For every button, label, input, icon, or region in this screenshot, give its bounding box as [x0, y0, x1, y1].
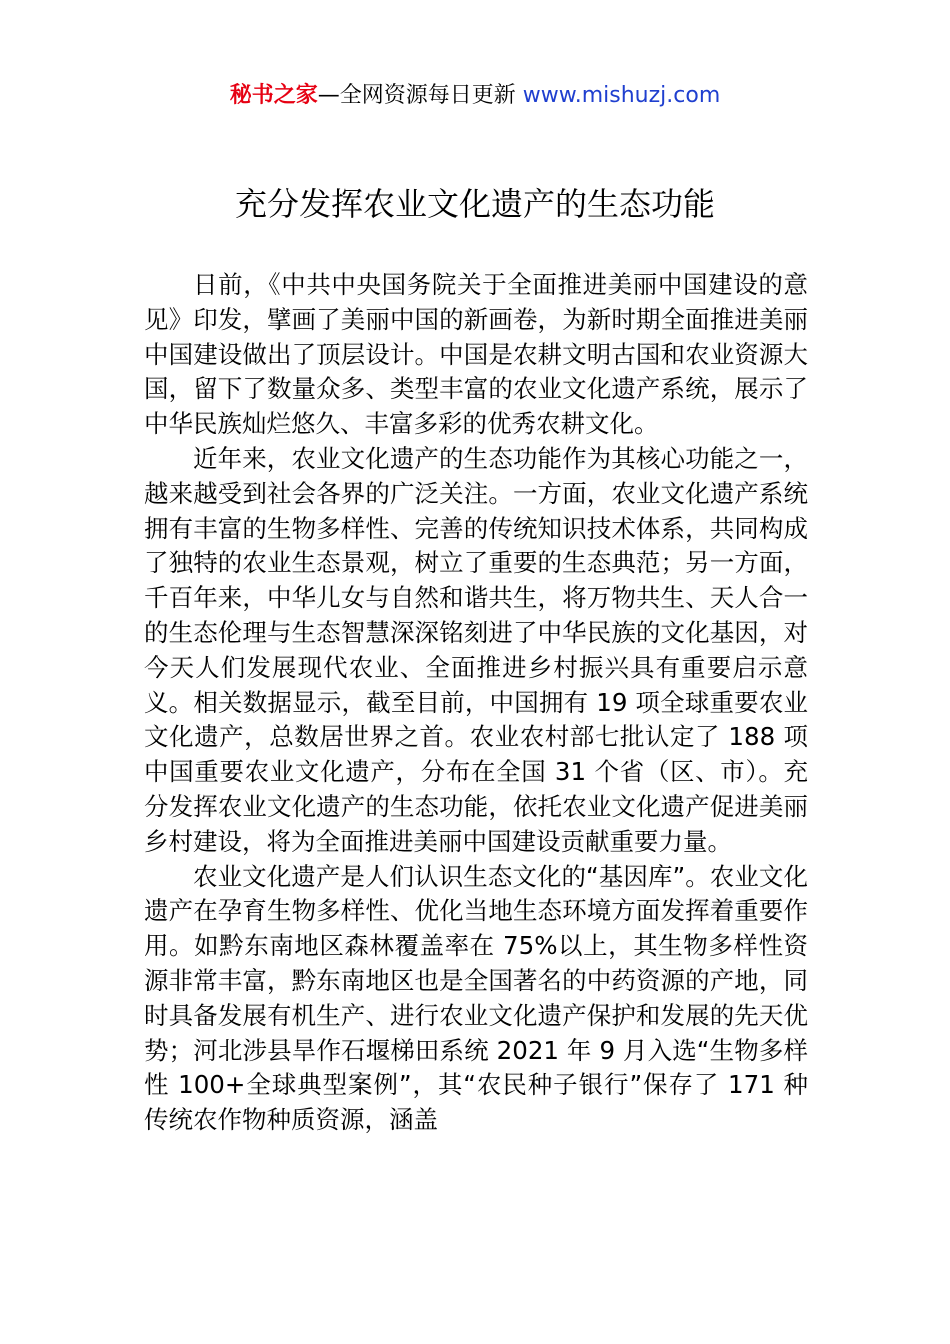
- site-header: [0, 80, 950, 112]
- site-url-link[interactable]: www.mishuzj.com: [522, 83, 721, 108]
- paragraph-3: 农业文化遗产是人们认识生态文化的“基因库”。农业文化遗产在孕育生物多样性、优化当地生态环境方面发挥着重要作用。如黔东南地区森林覆盖率在 75%以上，其生物多样性资源非常丰富，黔东南地区也是全国著名的中药资源的产地，同时具备发展有机生产、进行农业文化遗产保护和发展的先天优势；河北涉县旱作石堰梯田系统 2021 年 9 月入选“生物多样性 100+全球典型案例”，其“农民种子银行”保存了 171 种传统农作物种质资源，涵盖: [144, 861, 808, 1135]
- article-body: [144, 268, 808, 1138]
- brand-name: 秘书之家: [229, 83, 318, 108]
- article-title: 充分发挥农业文化遗产的生态功能: [234, 185, 715, 223]
- site-tagline: —全网资源每日更新: [317, 83, 516, 108]
- paragraph-1: 日前，《中共中央国务院关于全面推进美丽中国建设的意见》印发，擘画了美丽中国的新画卷，为新时期全面推进美丽中国建设做出了顶层设计。中国是农耕文明古国和农业资源大国，留下了数量众多、类型丰富的农业文化遗产系统，展示了中华民族灿烂悠久、丰富多彩的优秀农耕文化。: [144, 270, 808, 439]
- paragraph-2: 近年来，农业文化遗产的生态功能作为其核心功能之一，越来越受到社会各界的广泛关注。一方面，农业文化遗产系统拥有丰富的生物多样性、完善的传统知识技术体系，共同构成了独特的农业生态景观，树立了重要的生态典范；另一方面，千百年来，中华儿女与自然和谐共生，将万物共生、天人合一的生态伦理与生态智慧深深铭刻进了中华民族的文化基因，对今天人们发展现代农业、全面推进乡村振兴具有重要启示意义。相关数据显示，截至目前，中国拥有 19 项全球重要农业文化遗产，总数居世界之首。农业农村部七批认定了 188 项中国重要农业文化遗产，分布在全国 31 个省（区、市）。充分发挥农业文化遗产的生态功能，依托农业文化遗产促进美丽乡村建设，将为全面推进美丽中国建设贡献重要力量。: [144, 443, 808, 856]
